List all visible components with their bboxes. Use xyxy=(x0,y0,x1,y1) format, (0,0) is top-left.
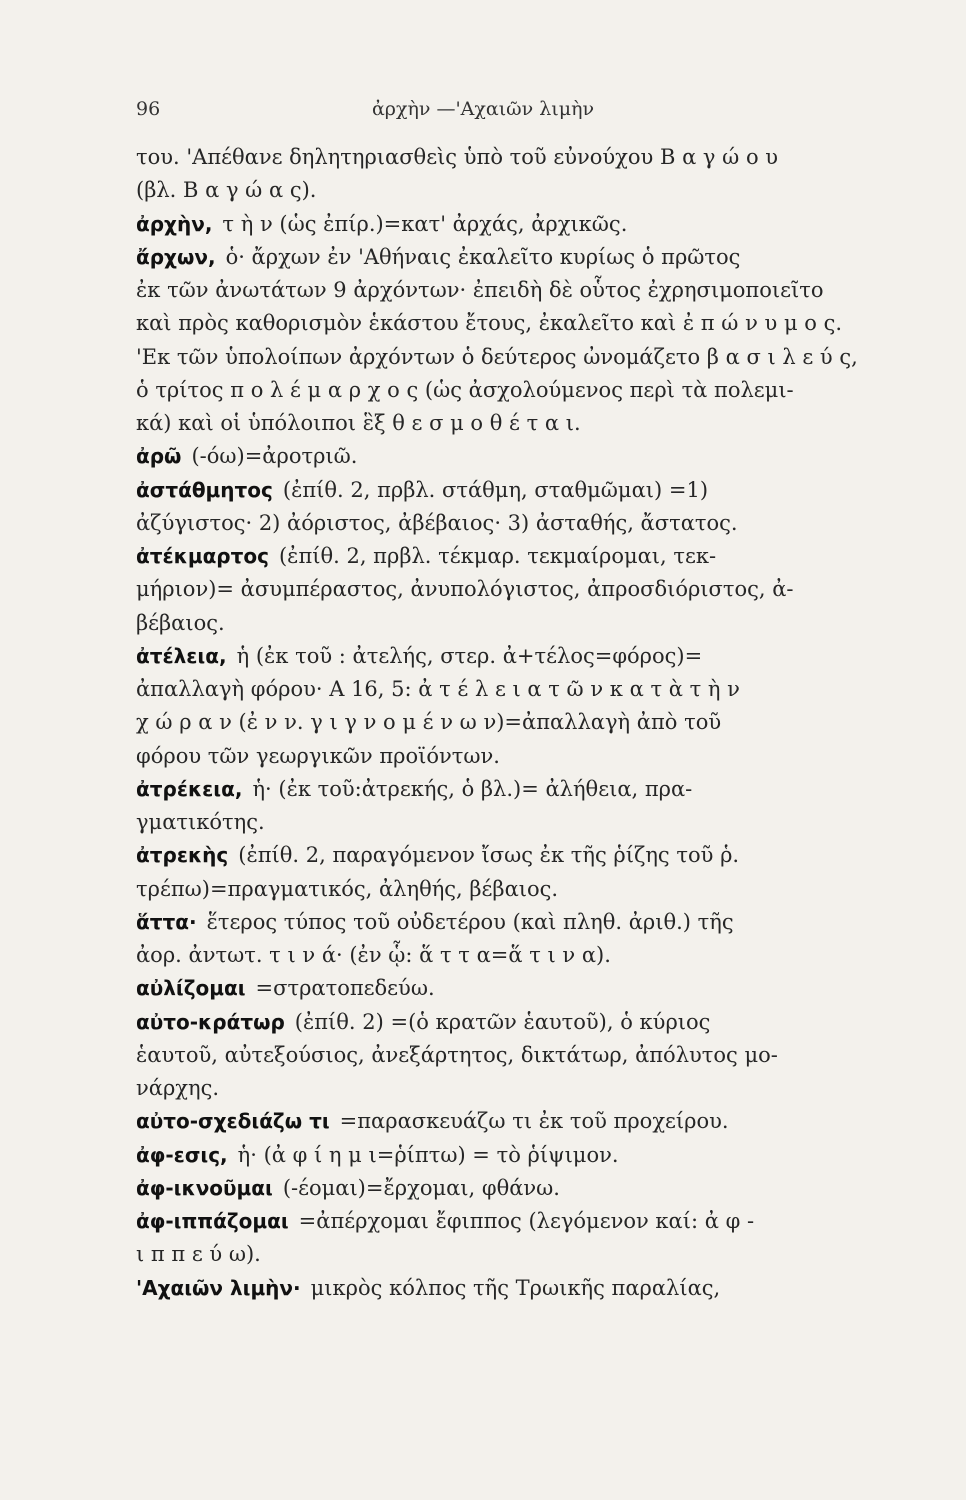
entry-line xyxy=(136,941,878,975)
entry-text: ἡ· (ἐκ τοῦ:ἀτρεκής, ὁ βλ.)= ἀλήθεια, πρα- xyxy=(252,776,693,801)
entry-text: τ ὴ ν (ὡς ἐπίρ.)=κατ' ἀρχάς, ἀρχικῶς. xyxy=(222,211,628,236)
headword: αὐτο-κράτωρ xyxy=(136,1009,285,1034)
entry-line xyxy=(136,409,878,443)
headword: 'Αχαιῶν λιμὴν· xyxy=(136,1275,301,1300)
entry-line xyxy=(136,176,878,210)
headword: ἀστάθμητος xyxy=(136,477,273,502)
entry-text: βέβαιος. xyxy=(136,610,225,635)
headword: ἀρῶ xyxy=(136,444,182,469)
entry-start-line xyxy=(136,1107,878,1141)
entry-line xyxy=(136,343,878,377)
entry-text: (ἐπίθ. 2, παραγόμενον ἴσως ἐκ τῆς ῥίζης τοῦ ῥ. xyxy=(238,843,740,868)
entry-text: (-όω)=ἀροτριῶ. xyxy=(191,444,358,469)
entry-line xyxy=(136,143,878,177)
entry-start-line xyxy=(136,974,878,1008)
entry-text: (βλ. Β α γ ώ α ς). xyxy=(136,178,317,203)
headword: ἄρχων, xyxy=(136,244,216,269)
entry-line xyxy=(136,1074,878,1108)
headword: ἀτρέκεια, xyxy=(136,776,243,801)
entry-text: ὁ τρίτος π ο λ έ μ α ρ χ ο ς (ὡς ἀσχολούμενος περὶ τὰ πολεμι- xyxy=(136,377,794,402)
headword: ἀτρεκὴς xyxy=(136,843,229,868)
headword: ἀτέλεια, xyxy=(136,643,227,668)
entry-text: νάρχης. xyxy=(136,1076,220,1100)
entry-text: (ἐπίθ. 2, πρβλ. τέκμαρ. τεκμαίρομαι, τεκ- xyxy=(278,544,717,568)
entry-text: τρέπω)=πραγματικός, ἀληθής, βέβαιος. xyxy=(136,876,559,901)
headword: αὐτο-σχεδιάζω τι xyxy=(136,1109,330,1134)
entry-text: ἑαυτοῦ, αὐτεξούσιος, ἀνεξάρτητος, δικτάτωρ, ἀπόλυτος μο- xyxy=(136,1042,778,1067)
headword: αὐλίζομαι xyxy=(136,976,246,1001)
headword: ἀφ-ικνοῦμαι xyxy=(136,1175,273,1200)
entry-text: του. 'Απέθανε δηλητηριασθεὶς ὑπὸ τοῦ εὐνούχου Β α γ ώ ο υ xyxy=(136,145,779,169)
entry-text: κά) καὶ οἱ ὑπόλοιποι ἓξ θ ε σ μ ο θ έ τ α ι. xyxy=(136,411,581,435)
entry-start-line xyxy=(136,1008,878,1042)
entry-text: (ἐπίθ. 2) =(ὁ κρατῶν ἑαυτοῦ), ὁ κύριος xyxy=(294,1009,711,1034)
entry-start-line xyxy=(136,642,878,676)
entry-line xyxy=(136,309,878,343)
entry-text: 'Εκ τῶν ὑπολοίπων ἀρχόντων ὁ δεύτερος ὠνομάζετο β α σ ι λ ε ύ ς, xyxy=(136,344,858,369)
headword: ἀτέκμαρτος xyxy=(136,544,269,568)
entry-text: φόρου τῶν γεωργικῶν προϊόντων. xyxy=(136,743,500,768)
entry-text: =στρατοπεδεύω. xyxy=(255,976,435,1001)
entry-text: ι π π ε ύ ω). xyxy=(136,1242,261,1267)
entry-line xyxy=(136,609,878,643)
entry-start-line xyxy=(136,841,878,875)
entry-text: ἕτερος τύπος τοῦ οὐδετέρου (καὶ πληθ. ἀριθ.) τῆς xyxy=(206,909,734,934)
entry-text: =παρασκευάζω τι ἐκ τοῦ προχείρου. xyxy=(339,1109,729,1134)
entry-start-line xyxy=(136,210,878,244)
entry-text: (-έομαι)=ἔρχομαι, φθάνω. xyxy=(282,1175,560,1200)
entry-text: μικρὸς κόλπος τῆς Τρωικῆς παραλίας, xyxy=(310,1275,721,1300)
entry-text: ἀπαλλαγὴ φόρου· Α 16, 5: ἀ τ έ λ ε ι α τ ῶ ν κ α τ ὰ τ ὴ ν xyxy=(136,677,740,701)
page-number: 96 xyxy=(136,98,161,120)
entry-line xyxy=(136,708,878,742)
entry-line xyxy=(136,675,878,709)
entry-line xyxy=(136,742,878,776)
entry-text: =ἀπέρχομαι ἔφιππος (λεγόμενον καί: ἀ φ - xyxy=(298,1209,755,1233)
entry-line xyxy=(136,808,878,842)
entry-line xyxy=(136,509,878,543)
entry-text: ὁ· ἄρχων ἐν 'Αθήναις ἐκαλεῖτο κυρίως ὁ πρῶτος xyxy=(225,244,741,269)
entry-text: ἡ· (ἀ φ ί η μ ι=ῥίπτω) = τὸ ῥίψιμον. xyxy=(237,1142,619,1167)
entry-line xyxy=(136,1240,878,1274)
entry-line xyxy=(136,575,878,609)
entry-text: ἀορ. ἀντωτ. τ ι ν ά· (ἐν ᾧ: ἅ τ τ α=ἅ τ ι ν α). xyxy=(136,943,611,967)
entry-text: καὶ πρὸς καθορισμὸν ἑκάστου ἔτους, ἐκαλεῖτο καὶ ἐ π ώ ν υ μ ο ς. xyxy=(136,311,843,336)
entry-text: ἐκ τῶν ἀνωτάτων 9 ἀρχόντων· ἐπειδὴ δὲ οὗτος ἐχρησιμοποιεῖτο xyxy=(136,278,824,302)
entry-start-line xyxy=(136,476,878,510)
entry-line xyxy=(136,875,878,909)
entry-text: ἡ (ἐκ τοῦ : ἀτελής, στερ. ἀ+τέλος=φόρος)= xyxy=(236,643,703,668)
headword: ἀφ-ιππάζομαι xyxy=(136,1209,289,1233)
entry-text: ἀζύγιστος· 2) ἀόριστος, ἀβέβαιος· 3) ἀσταθής, ἄστατος. xyxy=(136,510,738,535)
entry-text: (ἐπίθ. 2, πρβλ. στάθμη, σταθμῶμαι) =1) xyxy=(282,477,709,502)
entry-line xyxy=(136,1041,878,1075)
headword: ἀρχὴν, xyxy=(136,211,213,236)
entry-start-line xyxy=(136,243,878,277)
entry-text: μήριον)= ἀσυμπέραστος, ἀνυπολόγιστος, ἀπροσδιόριστος, ἀ- xyxy=(136,577,794,602)
entry-start-line xyxy=(136,1274,878,1308)
entry-start-line xyxy=(136,1174,878,1208)
entry-start-line xyxy=(136,542,878,576)
headword: ἀφ-εσις, xyxy=(136,1142,228,1167)
entry-line xyxy=(136,376,878,410)
entry-start-line xyxy=(136,1207,878,1241)
entry-start-line xyxy=(136,775,878,809)
entry-text: χ ώ ρ α ν (ἐ ν ν. γ ι γ ν ο μ έ ν ω ν)=ἀπαλλαγὴ ἀπὸ τοῦ xyxy=(136,710,722,735)
entry-line xyxy=(136,276,878,310)
entry-text: γματικότης. xyxy=(136,810,265,834)
entry-start-line xyxy=(136,442,878,476)
entry-start-line xyxy=(136,1141,878,1175)
entry-start-line xyxy=(136,908,878,942)
running-head: ἀρχὴν —'Αχαιῶν λιμὴν xyxy=(371,98,595,120)
headword: ἅττα· xyxy=(136,909,197,934)
